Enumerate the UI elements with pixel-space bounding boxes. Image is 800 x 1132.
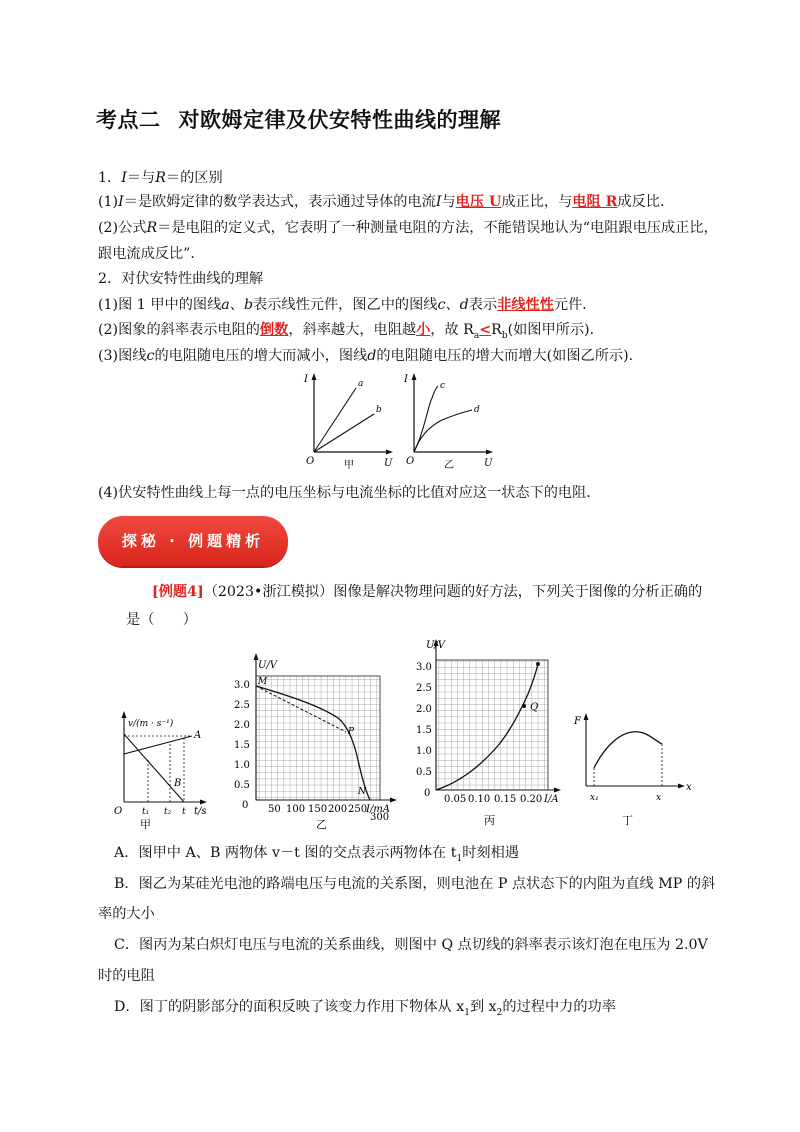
p3-ci: c [437, 297, 446, 313]
fig2-jia-xlabel: t/s [194, 806, 207, 817]
fig2-bing-ytick-0: 3.0 [416, 662, 432, 673]
fig2-bing-ylabel: U/V [426, 640, 446, 651]
fig2-yi-ytick-6: 0 [242, 800, 249, 811]
option-a-sub: 1 [456, 853, 463, 864]
fig2-bing-ytick-2: 2.0 [416, 704, 432, 715]
p3-f: 元件． [553, 297, 597, 313]
fig2-ding-caption: 丁 [622, 814, 633, 827]
fig2-ding-x1: x₁ [590, 793, 599, 803]
fig1-jia-xarrow [386, 450, 393, 455]
p3-a: (1)图 1 甲中的图线 [98, 297, 222, 313]
p1-i2: I [435, 194, 442, 210]
fig2-yi-xtick-5: 300 [370, 812, 390, 823]
p3-ai: a [221, 297, 230, 313]
fig2-yi-yarrow [254, 653, 259, 660]
p5-a: (3)图线 [98, 348, 147, 364]
fig1-curve-d [414, 410, 472, 452]
fig2-yi-xarrow [390, 798, 397, 803]
fig2-jia-t3: t [182, 807, 186, 817]
figure-1 [300, 370, 500, 472]
option-b[interactable]: B．图乙为某硅光电池的路端电压与电流的关系图，则电池在 P 点状态下的内阻为直线 MP 的斜 [114, 876, 716, 892]
fig2-jia-t1: t₁ [142, 807, 150, 817]
option-d-sub1: 1 [464, 1007, 470, 1018]
fig2-yi-xtick-2: 150 [308, 804, 328, 815]
fig2-bing-xtick-2: 0.15 [494, 794, 517, 805]
fig1-jia-xlabel: U [384, 458, 393, 469]
fig2-ding-ylabel: F [574, 716, 581, 727]
fig1-label-b: b [376, 405, 382, 415]
p2b: 跟电流成反比”． [98, 246, 205, 262]
fig2-bing-ytick-5: 0.5 [416, 767, 432, 778]
fig2-jia-ylabel: v/(m · s⁻¹) [128, 719, 174, 729]
p4 [98, 320, 604, 346]
p1-c: 与 [441, 194, 456, 210]
fig1-line-a [314, 388, 356, 452]
fig1-jia-caption: 甲 [344, 460, 354, 471]
fig2-yi-M: M [258, 677, 268, 687]
p2-b: ＝是电阻的定义式，它表明了一种测量电阻的方法，不能错误地认为“电阻跟电压成正比， [157, 220, 718, 236]
p3-di: d [459, 297, 469, 313]
s1-heading [98, 168, 223, 188]
fig2-jia [114, 711, 207, 831]
fig1-jia [303, 373, 393, 471]
fig2-jia-origin: O [114, 806, 123, 817]
fig1-jia-origin: O [306, 456, 315, 467]
fig2-yi-ytick-1: 2.5 [234, 700, 250, 711]
fig2-yi-caption: 乙 [316, 818, 327, 831]
p5-b: 的电阻随电压的增大而减小，图线 [154, 348, 368, 364]
fig2-jia-xarrow [200, 800, 207, 805]
fig1-yi [403, 373, 493, 471]
fig2-bing-xtick-1: 0.10 [468, 794, 491, 805]
fig2-bing-xticks [444, 794, 542, 805]
fig2-bing-yticks [416, 662, 432, 799]
p4-red3: < [479, 322, 492, 338]
fig2-ding-curve [594, 732, 662, 768]
fig1-label-d: d [474, 405, 480, 415]
p1 [98, 192, 674, 212]
fig2-bing-caption: 丙 [484, 814, 495, 827]
figure-2 [110, 636, 700, 836]
option-a-text: A．图甲中 A、B 两物体 v－t 图的交点表示两物体在 t [114, 845, 457, 861]
fig2-yi-ylabel: U/V [258, 660, 278, 671]
p1-b: ＝是欧姆定律的数学表达式，表示通过导体的电流 [123, 194, 436, 210]
fig2-yi-xtick-0: 50 [268, 804, 281, 815]
s1-i: I [121, 170, 127, 186]
fig2-yi-ytick-3: 1.5 [234, 740, 250, 751]
fig2-bing-ytick-1: 2.5 [416, 683, 432, 694]
fig2-yi-P: P [348, 727, 355, 737]
fig2-yi-xtick-1: 100 [286, 804, 306, 815]
fig2-yi-ytick-0: 3.0 [234, 680, 250, 691]
fig1-yi-xarrow [486, 450, 493, 455]
fig1-yi-yarrow [412, 373, 417, 380]
fig2-bing [416, 639, 561, 827]
p4-red1: 倒数 [259, 322, 289, 338]
fig2-bing-ytick-4: 1.0 [416, 746, 432, 757]
title-part1: 考点二 [96, 108, 161, 132]
question-line1 [152, 582, 702, 602]
fig1-label-c: c [440, 381, 446, 391]
option-d-sub2: 2 [496, 1007, 503, 1018]
p4-sub1: a [473, 330, 480, 341]
s2-heading: 2．对伏安特性曲线的理解 [98, 271, 264, 287]
fig2-bing-xtick-0: 0.05 [444, 794, 467, 805]
fig2-jia-t2: t₂ [164, 807, 172, 817]
fig2-ding [573, 713, 692, 827]
p4-d: R [491, 322, 502, 338]
p1-i: I [118, 194, 124, 210]
fig2-yi-xtick-3: 200 [328, 804, 348, 815]
fig2-yi-ytick-2: 2.0 [234, 720, 250, 731]
fig2-jia-yarrow [122, 711, 127, 718]
fig2-ding-x2: x [656, 793, 662, 803]
fig1-yi-xlabel: U [484, 458, 493, 469]
p1-d: 成正比，与 [501, 194, 573, 210]
s1-num: 1． [98, 170, 122, 186]
fig2-jia-caption: 甲 [140, 818, 151, 831]
option-b-cont: 率的大小 [98, 906, 155, 922]
s1-end: ＝的区别 [165, 170, 223, 186]
fig1-jia-yarrow [312, 373, 317, 380]
p4-a: (2)图象的斜率表示电阻的 [98, 322, 260, 338]
fig1-line-b [314, 414, 374, 452]
option-c-cont: 时的电阻 [98, 968, 155, 984]
p3-b: 、 [229, 297, 244, 313]
p1-a: (1) [98, 194, 119, 210]
fig2-ding-xlabel: x [686, 782, 692, 793]
p5-di: d [367, 348, 377, 364]
p4-sub2: b [501, 330, 508, 341]
title-part2: 对欧姆定律及伏安特性曲线的理解 [178, 108, 501, 132]
fig1-yi-ylabel: I [404, 374, 408, 385]
p3-d: 、 [445, 297, 460, 313]
fig2-yi [234, 653, 397, 831]
p3-c: 表示线性元件，图乙中的图线 [253, 297, 438, 313]
fig2-yi-ytick-4: 1.0 [234, 760, 250, 771]
fig2-yi-N: N [358, 787, 366, 797]
p5 [98, 346, 643, 366]
question-text: 图像是解决物理问题的好方法，下列关于图像的分析正确的 [333, 584, 703, 600]
p1-red1: 电压 U [455, 194, 502, 210]
option-d-text2: 到 x [469, 999, 497, 1015]
fig1-yi-origin: O [406, 456, 415, 467]
p1-red2: 电阻 R [572, 194, 618, 210]
option-a[interactable] [114, 843, 519, 869]
fig2-bing-ytick-3: 1.5 [416, 725, 432, 736]
p3-bi: b [243, 297, 254, 313]
fig1-curve-c [414, 386, 438, 452]
fig2-yi-xtick-4: 250 [348, 804, 368, 815]
p4-c: ，故 R [430, 322, 474, 338]
p2-r: R [146, 220, 158, 236]
p4-e: (如图甲所示)． [507, 322, 604, 338]
question-source: （2023•浙江模拟） [203, 584, 334, 600]
fig2-yi-yticks [234, 680, 250, 811]
p3 [98, 295, 596, 315]
fig2-jia-labelA: A [194, 730, 202, 741]
fig1-jia-ylabel: I [304, 374, 308, 385]
fig2-bing-ytick-6: 0 [424, 788, 431, 799]
option-d[interactable] [114, 997, 616, 1023]
s1-mid: ＝与 [126, 170, 156, 186]
s1-r: R [155, 170, 166, 186]
fig2-bing-xlabel: I/A [544, 794, 559, 805]
question-tag: [例题4] [152, 584, 204, 600]
p6: (4)伏安特性曲线上每一点的电压坐标与电流坐标的比值对应这一状态下的电阻． [98, 485, 601, 501]
example-banner [98, 516, 288, 566]
fig1-yi-caption: 乙 [444, 460, 454, 471]
option-c[interactable]: C．图丙为某白炽灯电压与电流的关系曲线，则图中 Q 点切线的斜率表示该灯泡在电压为 2.0V [114, 937, 708, 953]
fig2-yi-ytick-5: 0.5 [234, 780, 250, 791]
p3-e: 表示 [468, 297, 498, 313]
option-d-text3: 的过程中力的功率 [502, 999, 616, 1015]
option-a-text2: 时刻相遇 [462, 845, 519, 861]
p1-e: 成反比． [617, 194, 675, 210]
fig2-bing-point-top [536, 662, 540, 666]
banner-text: 探秘 · 例题精析 [121, 532, 265, 550]
fig2-yi-xlabel: I/mA [366, 804, 391, 815]
p4-b: ，斜率越大，电阻越 [288, 322, 417, 338]
option-d-text: D．图丁的阴影部分的面积反映了该变力作用下物体从 x [114, 999, 465, 1015]
p2 [98, 218, 718, 238]
p4-red2: 小 [416, 322, 431, 338]
fig2-ding-yarrow [584, 713, 589, 720]
fig2-bing-xtick-3: 0.20 [520, 794, 543, 805]
fig2-bing-grid [436, 660, 548, 790]
fig1-label-a: a [358, 379, 364, 389]
fig2-ding-xarrow [678, 784, 685, 789]
fig2-bing-xarrow [554, 788, 561, 793]
section-title [96, 104, 501, 134]
p3-red: 非线性性 [497, 297, 554, 313]
p5-c: 的电阻随电压的增大而增大(如图乙所示)． [376, 348, 643, 364]
fig2-bing-Q: Q [530, 702, 539, 713]
p5-ci: c [146, 348, 155, 364]
fig2-line-B [124, 734, 184, 802]
p2-a: (2)公式 [98, 220, 147, 236]
question-line2: 是（ ） [126, 612, 197, 628]
fig2-jia-labelB: B [174, 778, 182, 789]
fig2-yi-grid [256, 676, 380, 800]
fig2-bing-point-Q [522, 704, 526, 708]
